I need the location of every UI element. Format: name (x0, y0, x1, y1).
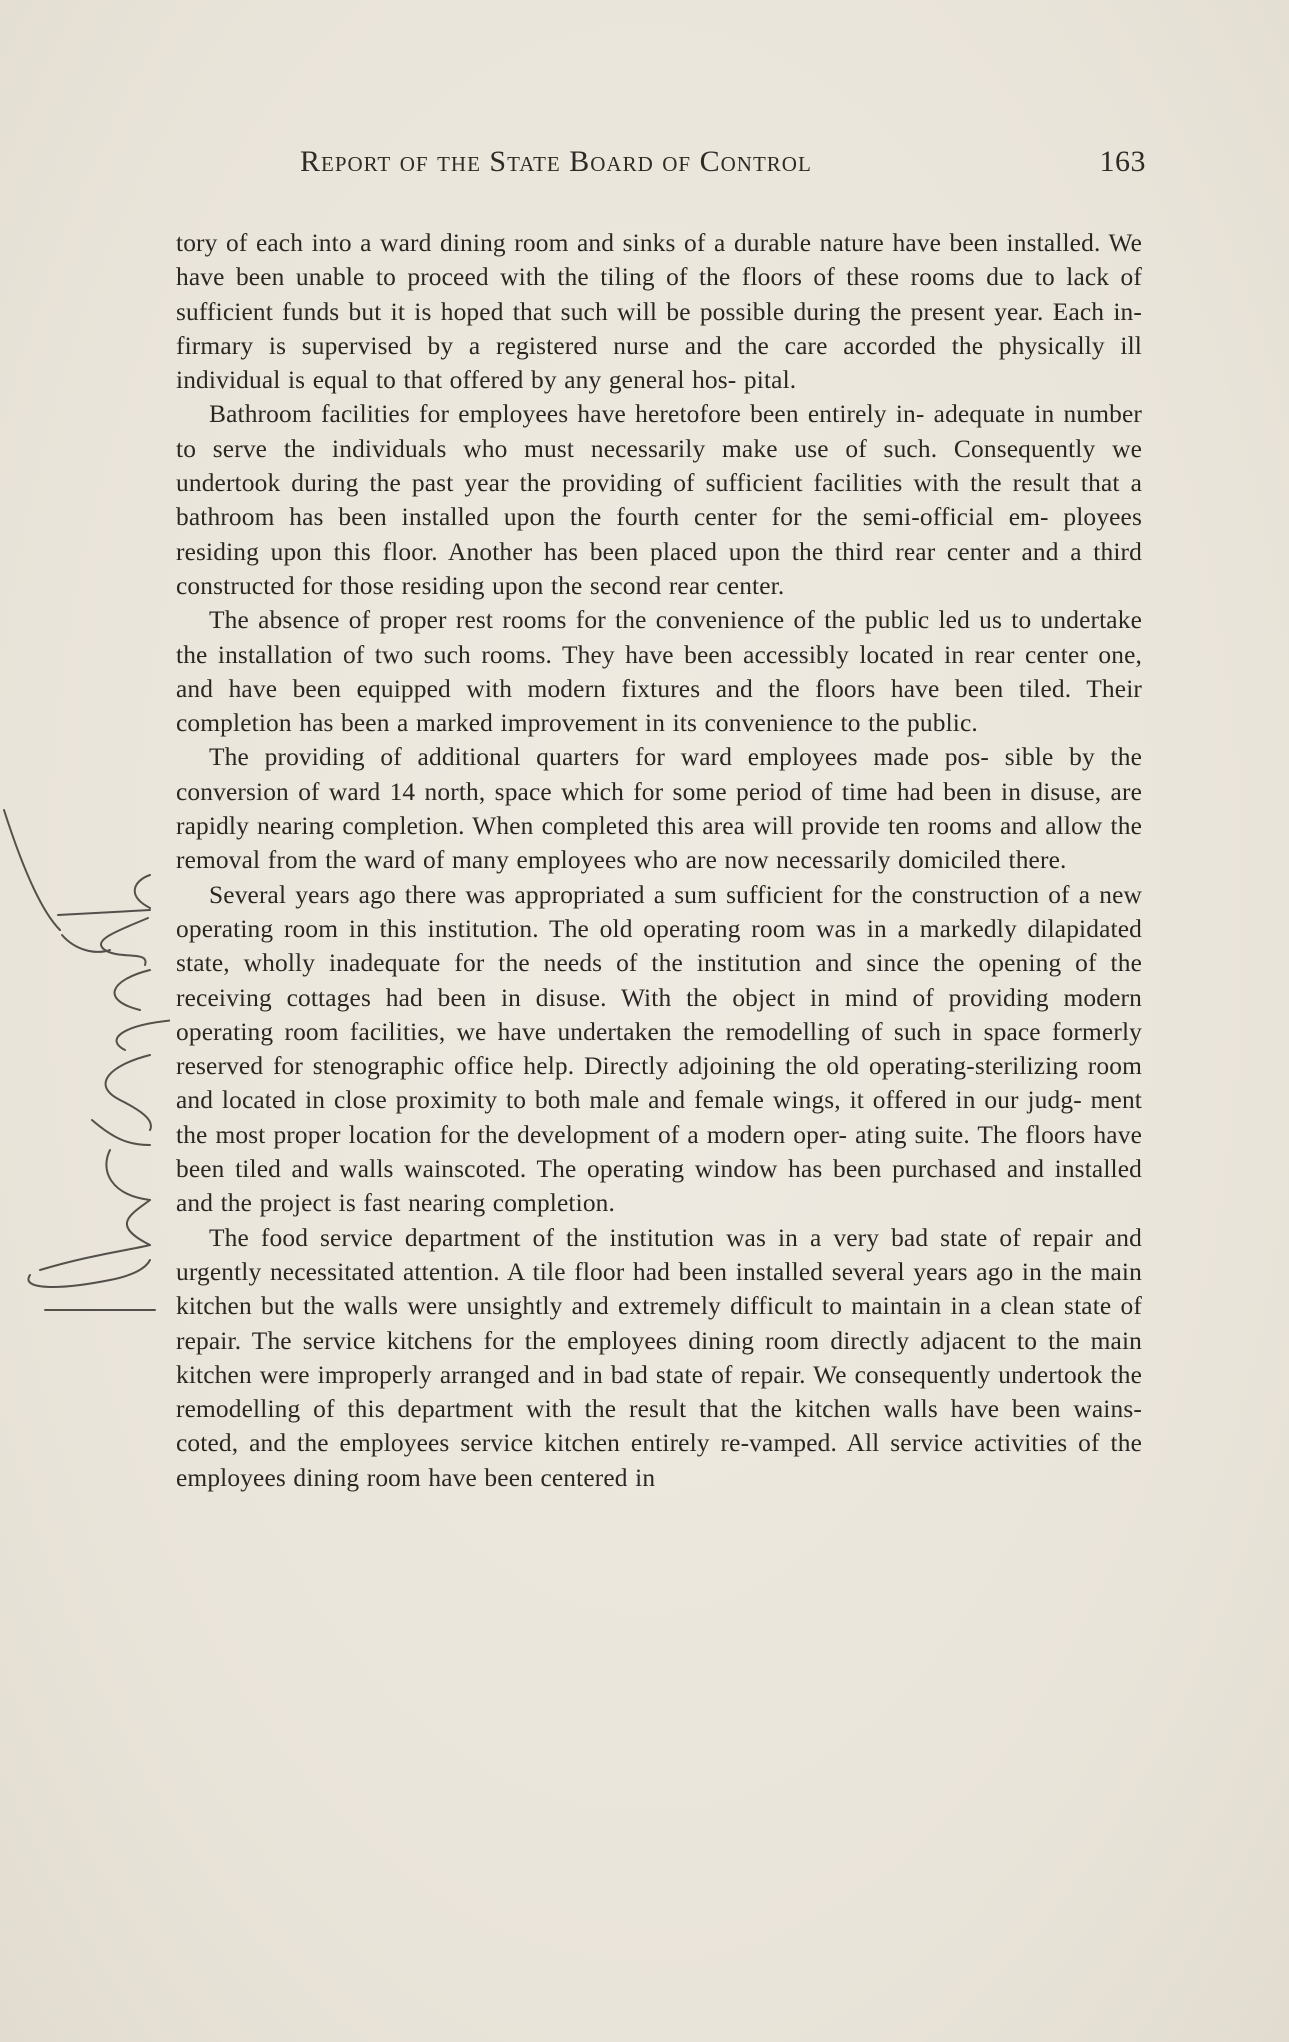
page-title: Report of the State Board of Control (300, 145, 812, 178)
page-number: 163 (1099, 145, 1146, 178)
paragraph: The food service department of the institution was in a very bad state of repair and urgently necessitated attention. A tile floor had been installed several years ago in the main kitchen but the walls were unsightly and extremely difficult to maintain in a clean state of repair. The service kitchens for the employees dining room directly adjacent to the main kitchen were improperly arranged and in bad state of repair. We consequently undertook the remodelling of this department with the result that the kitchen walls have been wains- coted, and the employees service kitchen entirely re-vamped. All service activities of the employees dining room have been centered in (176, 1223, 1142, 1492)
paragraph: Bathroom facilities for employees have heretofore been entirely in- adequate in number to serve the individuals who must necessarily make use of such. Consequently we undertook during the past year the providing of sufficient facilities with the result that a bathroom has been installed upon the fourth center for the semi-official em- ployees residing upon this floor. Another has been placed upon the third rear center and a third constructed for those residing upon the second rear center. (176, 400, 1142, 600)
paragraph: The providing of additional quarters for ward employees made pos- sible by the conversion of ward 14 north, space which for some period of time had been in disuse, are rapidly nearing completion. When completed this area will provide ten rooms and allow the removal from the ward of many employees who are now necessarily domiciled there. (176, 743, 1142, 875)
document-body (176, 226, 1142, 1495)
paragraph: tory of each into a ward dining room and sinks of a durable nature have been installed. We have been unable to proceed with the tiling of the floors of these rooms due to lack of sufficient funds but it is hoped that such will be possible during the present year. Each in- firmary is supervised by a registered nurse and the care accorded the physically ill individual is equal to that offered by any general hos- pital. (176, 229, 1142, 395)
paragraph: The absence of proper rest rooms for the convenience of the public led us to undertake the installation of two such rooms. They have been accessibly located in rear center one, and have been equipped with modern fixtures and the floors have been tiled. Their completion has been a marked improvement in its convenience to the public. (176, 606, 1142, 738)
paragraph: Several years ago there was appropriated a sum sufficient for the construction of a new operating room in this institution. The old operating room was in a markedly dilapidated state, wholly inadequate for the needs of the institution and since the opening of the receiving cottages had been in disuse. With the object in mind of providing modern operating room facilities, we have undertaken the remodelling of such in space formerly reserved for stenographic office help. Directly adjoining the old operating-sterilizing room and located in close proximity to both male and female wings, it offered in our judg- ment the most proper location for the development of a modern oper- ating suite. The floors have been tiled and walls wainscoted. The operating window has been purchased and installed and the project is fast nearing completion. (176, 880, 1142, 1218)
running-header (300, 145, 1146, 189)
handwritten-signature-icon (0, 800, 170, 1360)
